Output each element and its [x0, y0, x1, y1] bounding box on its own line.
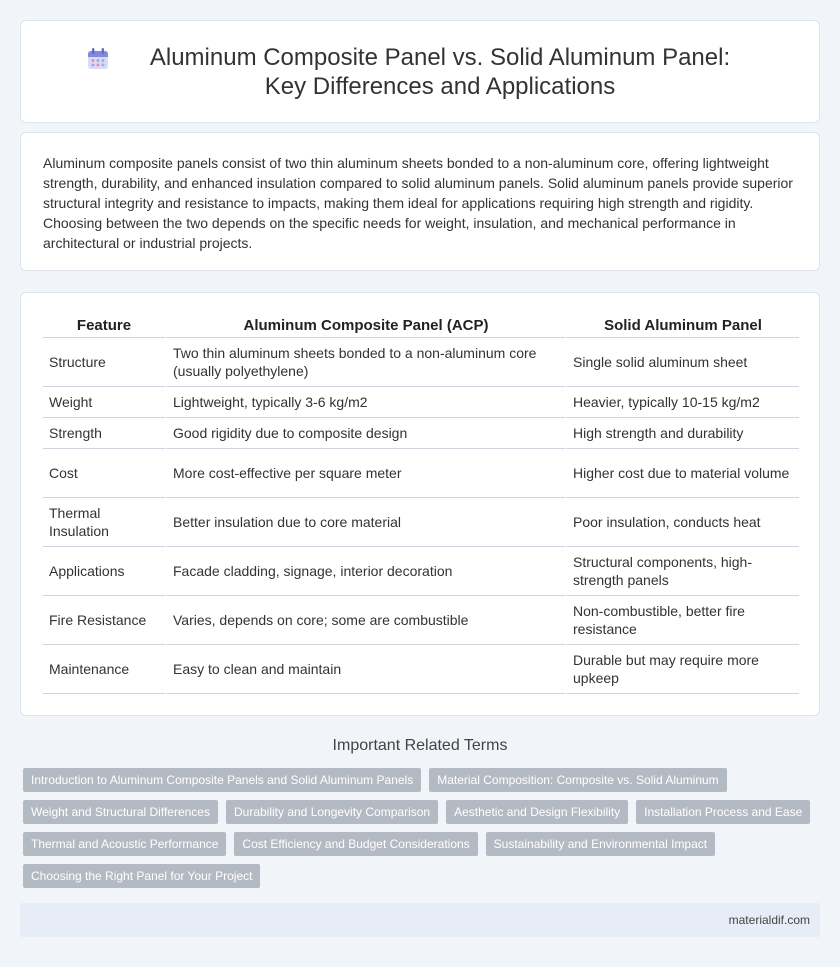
- related-term-tag[interactable]: Introduction to Aluminum Composite Panels and Solid Aluminum Panels: [23, 768, 421, 792]
- comparison-table-card: [20, 292, 820, 716]
- acp-cell: Two thin aluminum sheets bonded to a non-aluminum core (usually polyethylene): [165, 338, 565, 387]
- page-title: Aluminum Composite Panel vs. Solid Aluminum Panel: Key Differences and Applications: [149, 43, 731, 100]
- related-term-tag[interactable]: Choosing the Right Panel for Your Project: [23, 864, 260, 888]
- intro-paragraph: Aluminum composite panels consist of two thin aluminum sheets bonded to a non-aluminum core, offering lightweight strength, durability, and enhanced insulation compared to solid aluminum panels. Solid aluminum panels provide superior structural integrity and resistance to impacts, making them ideal for applications requiring high strength and rigidity. Choosing between the two depends on the specific needs for weight, insulation, and mechanical performance in architectural or industrial projects.: [43, 155, 793, 251]
- acp-cell: Easy to clean and maintain: [165, 645, 565, 694]
- table-row: [43, 387, 799, 418]
- feature-cell: Strength: [43, 418, 165, 449]
- feature-cell: Thermal Insulation: [43, 498, 165, 547]
- related-terms-list: [23, 768, 823, 888]
- table-header-row: [43, 315, 799, 338]
- solid-cell: Durable but may require more upkeep: [565, 645, 799, 694]
- related-term-tag[interactable]: Weight and Structural Differences: [23, 800, 218, 824]
- related-term-tag[interactable]: Durability and Longevity Comparison: [226, 800, 438, 824]
- related-term-tag[interactable]: Aesthetic and Design Flexibility: [446, 800, 628, 824]
- solid-cell: Higher cost due to material volume: [565, 449, 799, 498]
- solid-cell: Single solid aluminum sheet: [565, 338, 799, 387]
- title-card: [20, 20, 820, 123]
- related-term-tag[interactable]: Material Composition: Composite vs. Solid Aluminum: [429, 768, 726, 792]
- solid-cell: High strength and durability: [565, 418, 799, 449]
- related-term-tag[interactable]: Sustainability and Environmental Impact: [486, 832, 715, 856]
- table-row: [43, 596, 799, 645]
- table-row: [43, 547, 799, 596]
- related-term-tag[interactable]: Installation Process and Ease: [636, 800, 810, 824]
- column-header-acp: Aluminum Composite Panel (ACP): [165, 315, 565, 338]
- related-term-tag[interactable]: Cost Efficiency and Budget Considerations: [234, 832, 477, 856]
- solid-cell: Heavier, typically 10-15 kg/m2: [565, 387, 799, 418]
- column-header-solid: Solid Aluminum Panel: [565, 315, 799, 338]
- table-row: [43, 418, 799, 449]
- solid-cell: Poor insulation, conducts heat: [565, 498, 799, 547]
- table-row: [43, 449, 799, 498]
- intro-card: [20, 132, 820, 271]
- acp-cell: More cost-effective per square meter: [165, 449, 565, 498]
- feature-cell: Maintenance: [43, 645, 165, 694]
- feature-cell: Cost: [43, 449, 165, 498]
- feature-cell: Applications: [43, 547, 165, 596]
- acp-cell: Facade cladding, signage, interior decoration: [165, 547, 565, 596]
- related-term-tag[interactable]: Thermal and Acoustic Performance: [23, 832, 226, 856]
- feature-cell: Fire Resistance: [43, 596, 165, 645]
- footer-site-link[interactable]: materialdif.com: [728, 913, 810, 927]
- table-row: [43, 498, 799, 547]
- footer: [20, 903, 820, 937]
- acp-cell: Better insulation due to core material: [165, 498, 565, 547]
- acp-cell: Good rigidity due to composite design: [165, 418, 565, 449]
- table-row: [43, 338, 799, 387]
- acp-cell: Lightweight, typically 3-6 kg/m2: [165, 387, 565, 418]
- column-header-feature: Feature: [43, 315, 165, 338]
- feature-cell: Weight: [43, 387, 165, 418]
- comparison-table: [43, 315, 799, 694]
- feature-cell: Structure: [43, 338, 165, 387]
- acp-cell: Varies, depends on core; some are combustible: [165, 596, 565, 645]
- table-row: [43, 645, 799, 694]
- solid-cell: Structural components, high-strength panels: [565, 547, 799, 596]
- related-terms-heading: Important Related Terms: [332, 737, 508, 754]
- solid-cell: Non-combustible, better fire resistance: [565, 596, 799, 645]
